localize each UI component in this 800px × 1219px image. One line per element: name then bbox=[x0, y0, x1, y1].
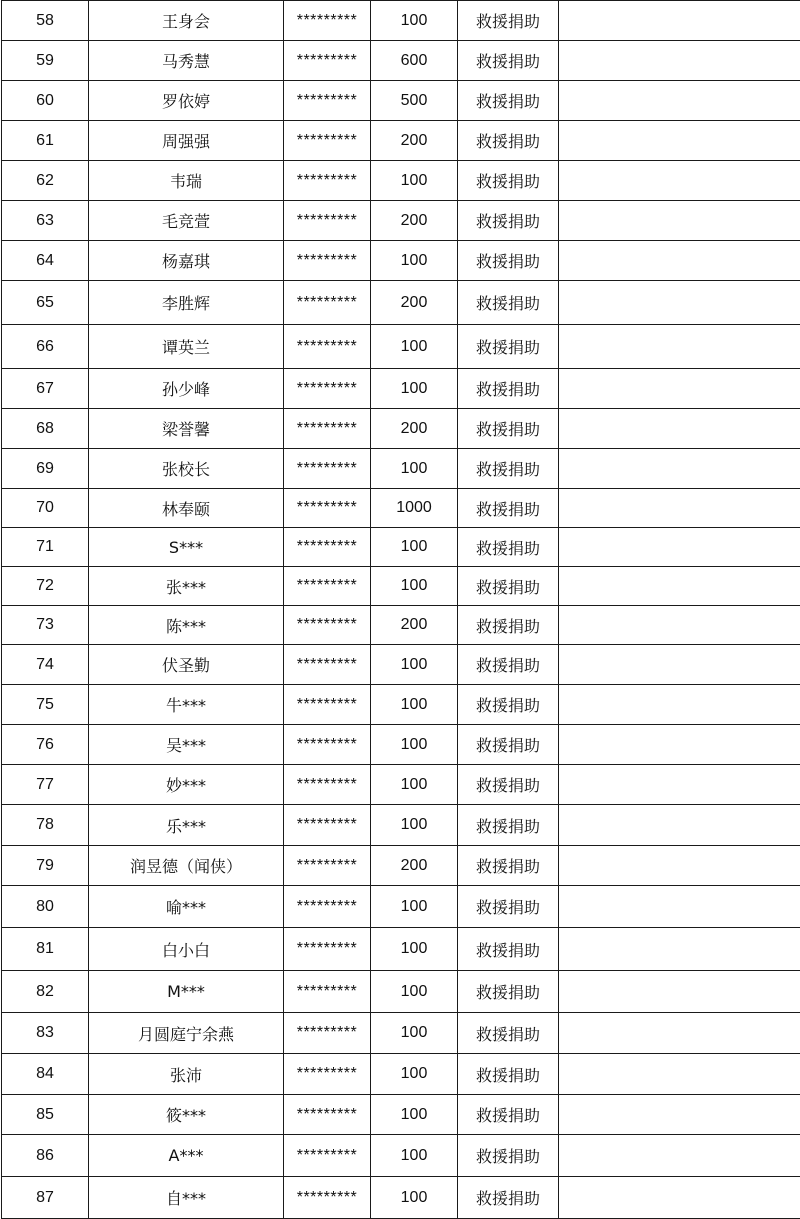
donation-amount: 100 bbox=[371, 886, 458, 928]
row-number: 78 bbox=[2, 805, 89, 846]
row-number: 85 bbox=[2, 1095, 89, 1135]
remarks-cell bbox=[559, 725, 800, 765]
remarks-cell bbox=[559, 846, 800, 886]
donation-amount: 100 bbox=[371, 1013, 458, 1054]
row-number: 61 bbox=[2, 121, 89, 161]
table-row bbox=[2, 1, 800, 41]
remarks-cell bbox=[559, 971, 800, 1013]
donor-name: S*** bbox=[89, 528, 284, 567]
donation-purpose: 救援捐助 bbox=[458, 489, 559, 528]
row-number: 58 bbox=[2, 1, 89, 41]
donor-name: M*** bbox=[89, 971, 284, 1013]
donor-id-masked: ********* bbox=[284, 1177, 371, 1219]
remarks-cell bbox=[559, 528, 800, 567]
table-row bbox=[2, 685, 800, 725]
donation-amount: 100 bbox=[371, 1135, 458, 1177]
donor-id-masked: ********* bbox=[284, 725, 371, 765]
remarks-cell bbox=[559, 1095, 800, 1135]
table-row bbox=[2, 1177, 800, 1219]
donor-id-masked: ********* bbox=[284, 241, 371, 281]
donation-amount: 1000 bbox=[371, 489, 458, 528]
donor-id-masked: ********* bbox=[284, 685, 371, 725]
donor-name: 林奉颐 bbox=[89, 489, 284, 528]
donation-purpose: 救援捐助 bbox=[458, 81, 559, 121]
donation-purpose: 救援捐助 bbox=[458, 725, 559, 765]
donor-name: 润昱德（闻侠） bbox=[89, 846, 284, 886]
donation-purpose: 救援捐助 bbox=[458, 449, 559, 489]
table-row bbox=[2, 1135, 800, 1177]
table-row bbox=[2, 41, 800, 81]
table-row bbox=[2, 489, 800, 528]
remarks-cell bbox=[559, 161, 800, 201]
remarks-cell bbox=[559, 1054, 800, 1095]
donation-amount: 600 bbox=[371, 41, 458, 81]
donation-amount: 100 bbox=[371, 567, 458, 606]
donation-amount: 100 bbox=[371, 928, 458, 971]
donor-name: 乐*** bbox=[89, 805, 284, 846]
donor-id-masked: ********* bbox=[284, 1, 371, 41]
donation-amount: 200 bbox=[371, 846, 458, 886]
remarks-cell bbox=[559, 645, 800, 685]
donor-id-masked: ********* bbox=[284, 201, 371, 241]
donor-name: 王身会 bbox=[89, 1, 284, 41]
table-row bbox=[2, 369, 800, 409]
row-number: 73 bbox=[2, 606, 89, 645]
donation-amount: 100 bbox=[371, 805, 458, 846]
donor-name: 妙*** bbox=[89, 765, 284, 805]
donor-name: 韦瑞 bbox=[89, 161, 284, 201]
donation-purpose: 救援捐助 bbox=[458, 41, 559, 81]
donation-amount: 100 bbox=[371, 765, 458, 805]
donor-name: 李胜辉 bbox=[89, 281, 284, 325]
row-number: 69 bbox=[2, 449, 89, 489]
table-row bbox=[2, 1054, 800, 1095]
donor-id-masked: ********* bbox=[284, 281, 371, 325]
donation-purpose: 救援捐助 bbox=[458, 645, 559, 685]
table-row bbox=[2, 765, 800, 805]
donor-id-masked: ********* bbox=[284, 971, 371, 1013]
donation-purpose: 救援捐助 bbox=[458, 805, 559, 846]
donor-id-masked: ********* bbox=[284, 1135, 371, 1177]
remarks-cell bbox=[559, 41, 800, 81]
remarks-cell bbox=[559, 928, 800, 971]
row-number: 62 bbox=[2, 161, 89, 201]
donation-amount: 200 bbox=[371, 121, 458, 161]
donation-amount: 100 bbox=[371, 1054, 458, 1095]
donor-id-masked: ********* bbox=[284, 449, 371, 489]
donation-purpose: 救援捐助 bbox=[458, 886, 559, 928]
donor-name: 马秀慧 bbox=[89, 41, 284, 81]
table-row bbox=[2, 528, 800, 567]
table-row bbox=[2, 846, 800, 886]
remarks-cell bbox=[559, 1, 800, 41]
table-row bbox=[2, 121, 800, 161]
donor-name: 筱*** bbox=[89, 1095, 284, 1135]
remarks-cell bbox=[559, 606, 800, 645]
donation-table bbox=[1, 0, 800, 1219]
row-number: 87 bbox=[2, 1177, 89, 1219]
donation-purpose: 救援捐助 bbox=[458, 1013, 559, 1054]
donor-name: 自*** bbox=[89, 1177, 284, 1219]
donation-amount: 100 bbox=[371, 241, 458, 281]
donor-name: 吴*** bbox=[89, 725, 284, 765]
row-number: 82 bbox=[2, 971, 89, 1013]
donation-amount: 100 bbox=[371, 528, 458, 567]
donor-id-masked: ********* bbox=[284, 928, 371, 971]
donation-amount: 100 bbox=[371, 1, 458, 41]
donor-id-masked: ********* bbox=[284, 409, 371, 449]
table-row bbox=[2, 281, 800, 325]
row-number: 86 bbox=[2, 1135, 89, 1177]
table-row bbox=[2, 1013, 800, 1054]
remarks-cell bbox=[559, 201, 800, 241]
donation-purpose: 救援捐助 bbox=[458, 161, 559, 201]
row-number: 83 bbox=[2, 1013, 89, 1054]
donation-purpose: 救援捐助 bbox=[458, 325, 559, 369]
donation-amount: 100 bbox=[371, 1177, 458, 1219]
row-number: 68 bbox=[2, 409, 89, 449]
donation-purpose: 救援捐助 bbox=[458, 971, 559, 1013]
donor-id-masked: ********* bbox=[284, 1095, 371, 1135]
table-row bbox=[2, 1095, 800, 1135]
remarks-cell bbox=[559, 567, 800, 606]
row-number: 72 bbox=[2, 567, 89, 606]
donor-id-masked: ********* bbox=[284, 369, 371, 409]
donor-name: 周强强 bbox=[89, 121, 284, 161]
row-number: 70 bbox=[2, 489, 89, 528]
donation-purpose: 救援捐助 bbox=[458, 765, 559, 805]
donation-amount: 100 bbox=[371, 645, 458, 685]
table-row bbox=[2, 81, 800, 121]
remarks-cell bbox=[559, 449, 800, 489]
remarks-cell bbox=[559, 685, 800, 725]
donor-name: 罗依婷 bbox=[89, 81, 284, 121]
remarks-cell bbox=[559, 81, 800, 121]
donation-amount: 500 bbox=[371, 81, 458, 121]
table-row bbox=[2, 805, 800, 846]
donation-purpose: 救援捐助 bbox=[458, 1054, 559, 1095]
donation-purpose: 救援捐助 bbox=[458, 1095, 559, 1135]
donation-amount: 100 bbox=[371, 685, 458, 725]
row-number: 66 bbox=[2, 325, 89, 369]
donation-amount: 100 bbox=[371, 971, 458, 1013]
donor-id-masked: ********* bbox=[284, 121, 371, 161]
donation-purpose: 救援捐助 bbox=[458, 928, 559, 971]
donor-id-masked: ********* bbox=[284, 1054, 371, 1095]
row-number: 59 bbox=[2, 41, 89, 81]
donor-name: 张沛 bbox=[89, 1054, 284, 1095]
table-row bbox=[2, 567, 800, 606]
table-row bbox=[2, 409, 800, 449]
row-number: 71 bbox=[2, 528, 89, 567]
remarks-cell bbox=[559, 805, 800, 846]
donation-purpose: 救援捐助 bbox=[458, 409, 559, 449]
row-number: 81 bbox=[2, 928, 89, 971]
table-row bbox=[2, 725, 800, 765]
table-row bbox=[2, 971, 800, 1013]
remarks-cell bbox=[559, 1135, 800, 1177]
donation-purpose: 救援捐助 bbox=[458, 369, 559, 409]
row-number: 74 bbox=[2, 645, 89, 685]
donation-purpose: 救援捐助 bbox=[458, 528, 559, 567]
remarks-cell bbox=[559, 409, 800, 449]
table-row bbox=[2, 886, 800, 928]
donation-table-body bbox=[2, 1, 800, 1219]
row-number: 80 bbox=[2, 886, 89, 928]
donation-purpose: 救援捐助 bbox=[458, 241, 559, 281]
donor-name: 孙少峰 bbox=[89, 369, 284, 409]
donor-id-masked: ********* bbox=[284, 41, 371, 81]
donation-purpose: 救援捐助 bbox=[458, 567, 559, 606]
donation-purpose: 救援捐助 bbox=[458, 1177, 559, 1219]
remarks-cell bbox=[559, 121, 800, 161]
table-row bbox=[2, 606, 800, 645]
table-row bbox=[2, 449, 800, 489]
remarks-cell bbox=[559, 765, 800, 805]
donor-id-masked: ********* bbox=[284, 805, 371, 846]
row-number: 65 bbox=[2, 281, 89, 325]
donor-id-masked: ********* bbox=[284, 81, 371, 121]
row-number: 63 bbox=[2, 201, 89, 241]
donation-amount: 100 bbox=[371, 325, 458, 369]
donation-purpose: 救援捐助 bbox=[458, 201, 559, 241]
donor-name: 陈*** bbox=[89, 606, 284, 645]
donation-purpose: 救援捐助 bbox=[458, 685, 559, 725]
remarks-cell bbox=[559, 325, 800, 369]
row-number: 76 bbox=[2, 725, 89, 765]
table-row bbox=[2, 325, 800, 369]
donor-name: 谭英兰 bbox=[89, 325, 284, 369]
donor-name: 白小白 bbox=[89, 928, 284, 971]
row-number: 75 bbox=[2, 685, 89, 725]
remarks-cell bbox=[559, 281, 800, 325]
row-number: 67 bbox=[2, 369, 89, 409]
remarks-cell bbox=[559, 1013, 800, 1054]
table-row bbox=[2, 645, 800, 685]
remarks-cell bbox=[559, 241, 800, 281]
table-row bbox=[2, 241, 800, 281]
donor-id-masked: ********* bbox=[284, 846, 371, 886]
donor-name: A*** bbox=[89, 1135, 284, 1177]
table-row bbox=[2, 201, 800, 241]
donor-name: 伏圣勤 bbox=[89, 645, 284, 685]
remarks-cell bbox=[559, 1177, 800, 1219]
remarks-cell bbox=[559, 886, 800, 928]
donation-amount: 100 bbox=[371, 369, 458, 409]
donor-id-masked: ********* bbox=[284, 765, 371, 805]
donor-id-masked: ********* bbox=[284, 489, 371, 528]
table-row bbox=[2, 161, 800, 201]
row-number: 84 bbox=[2, 1054, 89, 1095]
donor-name: 月圆庭宁余燕 bbox=[89, 1013, 284, 1054]
row-number: 79 bbox=[2, 846, 89, 886]
donation-amount: 100 bbox=[371, 161, 458, 201]
donor-name: 梁誉馨 bbox=[89, 409, 284, 449]
donor-id-masked: ********* bbox=[284, 325, 371, 369]
donation-purpose: 救援捐助 bbox=[458, 846, 559, 886]
donation-amount: 100 bbox=[371, 1095, 458, 1135]
row-number: 77 bbox=[2, 765, 89, 805]
donor-id-masked: ********* bbox=[284, 645, 371, 685]
donor-name: 杨嘉琪 bbox=[89, 241, 284, 281]
donor-name: 毛竞萱 bbox=[89, 201, 284, 241]
donor-id-masked: ********* bbox=[284, 606, 371, 645]
donor-name: 张*** bbox=[89, 567, 284, 606]
remarks-cell bbox=[559, 369, 800, 409]
donation-purpose: 救援捐助 bbox=[458, 121, 559, 161]
donation-amount: 200 bbox=[371, 606, 458, 645]
donor-name: 喻*** bbox=[89, 886, 284, 928]
donor-id-masked: ********* bbox=[284, 1013, 371, 1054]
donation-amount: 200 bbox=[371, 409, 458, 449]
donation-amount: 100 bbox=[371, 725, 458, 765]
row-number: 60 bbox=[2, 81, 89, 121]
donation-amount: 100 bbox=[371, 449, 458, 489]
remarks-cell bbox=[559, 489, 800, 528]
donor-id-masked: ********* bbox=[284, 161, 371, 201]
donor-id-masked: ********* bbox=[284, 886, 371, 928]
donation-purpose: 救援捐助 bbox=[458, 606, 559, 645]
donation-amount: 200 bbox=[371, 281, 458, 325]
donor-name: 牛*** bbox=[89, 685, 284, 725]
row-number: 64 bbox=[2, 241, 89, 281]
donor-id-masked: ********* bbox=[284, 567, 371, 606]
donation-purpose: 救援捐助 bbox=[458, 281, 559, 325]
donation-purpose: 救援捐助 bbox=[458, 1, 559, 41]
donor-id-masked: ********* bbox=[284, 528, 371, 567]
donation-amount: 200 bbox=[371, 201, 458, 241]
table-row bbox=[2, 928, 800, 971]
donor-name: 张校长 bbox=[89, 449, 284, 489]
donation-purpose: 救援捐助 bbox=[458, 1135, 559, 1177]
